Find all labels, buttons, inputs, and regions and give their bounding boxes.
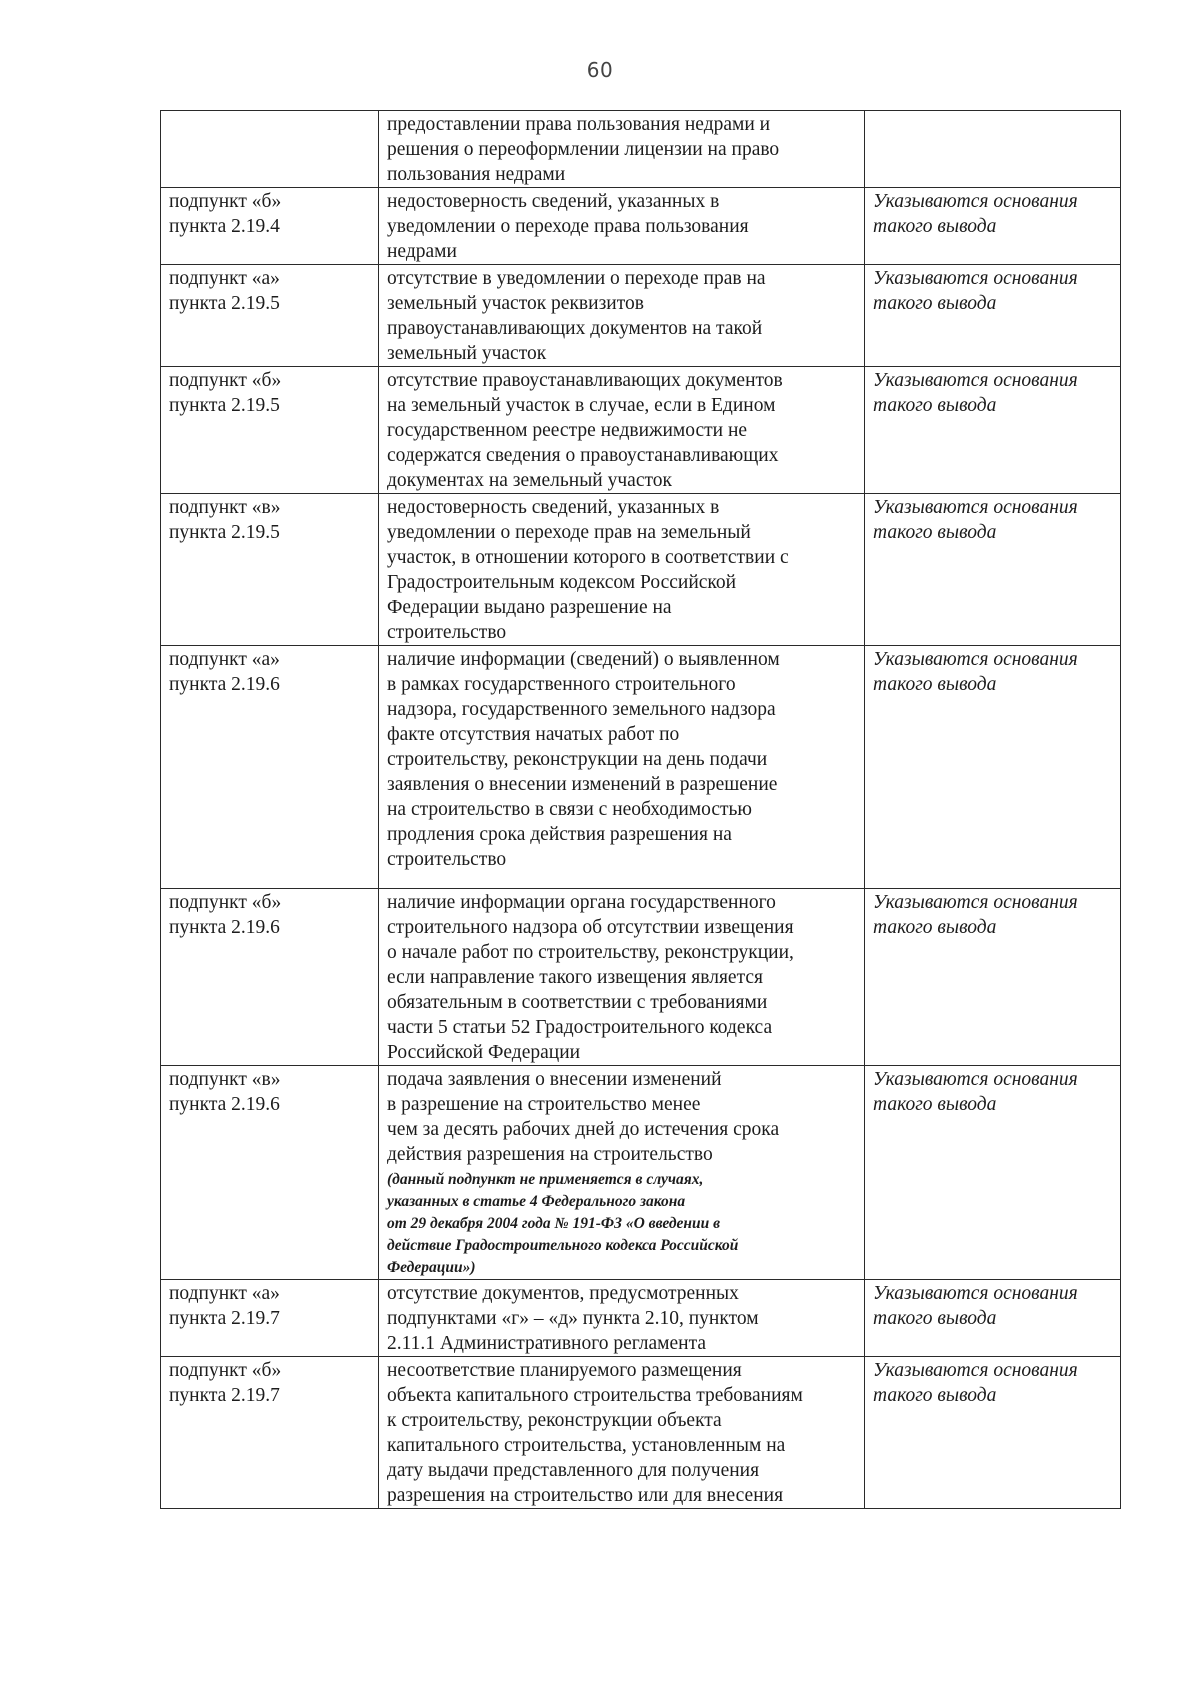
ref-line: подпункт «б» — [169, 370, 282, 391]
reason-line: продления срока действия разрешения на — [387, 824, 732, 845]
reason-cell — [379, 367, 865, 494]
basis-line: Указываются основания — [873, 649, 1078, 670]
table-row — [161, 188, 1121, 265]
note-line: (данный подпункт не применяется в случаях, — [387, 1171, 704, 1188]
basis-line: такого вывода — [873, 216, 997, 237]
reason-line: Градостроительным кодексом Российской — [387, 572, 737, 593]
reason-line: недрами — [387, 241, 457, 262]
basis-cell — [865, 494, 1121, 646]
reason-line: дату выдачи представленного для получения — [387, 1460, 760, 1481]
ref-line: подпункт «в» — [169, 1069, 281, 1090]
basis-cell — [865, 646, 1121, 889]
reason-line: подпунктами «г» – «д» пункта 2.10, пунктом — [387, 1308, 759, 1329]
table-row — [161, 367, 1121, 494]
table-row — [161, 111, 1121, 188]
reason-line: части 5 статьи 52 Градостроительного кодекса — [387, 1017, 773, 1038]
ref-line: пункта 2.19.6 — [169, 674, 280, 695]
grounds-table-body — [161, 111, 1121, 1509]
reason-line: земельный участок — [387, 343, 547, 364]
reason-line: в рамках государственного строительного — [387, 674, 736, 695]
ref-cell — [161, 1357, 379, 1509]
reason-line: документах на земельный участок — [387, 470, 672, 491]
reason-line: отсутствие в уведомлении о переходе прав на — [387, 268, 766, 289]
reason-line: подача заявления о внесении изменений — [387, 1069, 722, 1090]
basis-cell — [865, 265, 1121, 367]
basis-line: Указываются основания — [873, 892, 1078, 913]
reason-line: наличие информации (сведений) о выявленном — [387, 649, 780, 670]
reason-line: если направление такого извещения является — [387, 967, 763, 988]
ref-cell — [161, 188, 379, 265]
reason-line: правоустанавливающих документов на такой — [387, 318, 763, 339]
reason-line: содержатся сведения о правоустанавливающих — [387, 445, 779, 466]
exception-note — [387, 1169, 856, 1279]
reason-line: капитального строительства, установленным на — [387, 1435, 786, 1456]
ref-line: подпункт «а» — [169, 268, 280, 289]
basis-line: Указываются основания — [873, 497, 1078, 518]
reason-cell — [379, 1066, 865, 1280]
reason-line: недостоверность сведений, указанных в — [387, 497, 720, 518]
reason-line: наличие информации органа государственного — [387, 892, 776, 913]
reason-line: на земельный участок в случае, если в Едином — [387, 395, 776, 416]
table-row — [161, 265, 1121, 367]
reason-line: Российской Федерации — [387, 1042, 581, 1063]
basis-line: Указываются основания — [873, 1069, 1078, 1090]
note-line: указанных в статье 4 Федерального закона — [387, 1193, 686, 1210]
basis-line: Указываются основания — [873, 1360, 1078, 1381]
reason-line: земельный участок реквизитов — [387, 293, 644, 314]
reason-line: отсутствие документов, предусмотренных — [387, 1283, 739, 1304]
reason-line: строительство — [387, 622, 507, 643]
basis-cell — [865, 188, 1121, 265]
basis-line: такого вывода — [873, 1094, 997, 1115]
basis-cell — [865, 1280, 1121, 1357]
reason-line: несоответствие планируемого размещения — [387, 1360, 742, 1381]
ref-line: пункта 2.19.4 — [169, 216, 280, 237]
reason-line: Федерации выдано разрешение на — [387, 597, 672, 618]
ref-line: подпункт «а» — [169, 649, 280, 670]
table-row — [161, 646, 1121, 889]
reason-line: строительству, реконструкции на день подачи — [387, 749, 768, 770]
ref-cell — [161, 646, 379, 889]
reason-cell — [379, 889, 865, 1066]
basis-line: Указываются основания — [873, 1283, 1078, 1304]
table-row — [161, 1357, 1121, 1509]
reason-cell — [379, 111, 865, 188]
ref-cell — [161, 367, 379, 494]
ref-line: подпункт «б» — [169, 1360, 282, 1381]
table-row — [161, 889, 1121, 1066]
basis-cell — [865, 1066, 1121, 1280]
reason-line: пользования недрами — [387, 164, 566, 185]
basis-line: такого вывода — [873, 522, 997, 543]
ref-line: пункта 2.19.5 — [169, 293, 280, 314]
reason-line: действия разрешения на строительство — [387, 1144, 713, 1165]
reason-line: разрешения на строительство или для внесения — [387, 1485, 784, 1506]
reason-cell — [379, 494, 865, 646]
reason-line: недостоверность сведений, указанных в — [387, 191, 720, 212]
reason-line: предоставлении права пользования недрами и — [387, 114, 771, 135]
basis-line: Указываются основания — [873, 191, 1078, 212]
reason-line: к строительству, реконструкции объекта — [387, 1410, 722, 1431]
basis-line: такого вывода — [873, 395, 997, 416]
ref-line: пункта 2.19.6 — [169, 1094, 280, 1115]
basis-line: такого вывода — [873, 1308, 997, 1329]
basis-line: Указываются основания — [873, 370, 1078, 391]
ref-line: пункта 2.19.7 — [169, 1385, 280, 1406]
page-number: 60 — [586, 58, 614, 82]
basis-line: Указываются основания — [873, 268, 1078, 289]
reason-line: объекта капитального строительства требованиям — [387, 1385, 803, 1406]
reason-line: уведомлении о переходе права пользования — [387, 216, 749, 237]
ref-line: пункта 2.19.5 — [169, 395, 280, 416]
basis-line: такого вывода — [873, 293, 997, 314]
reason-line: обязательным в соответствии с требованиями — [387, 992, 768, 1013]
ref-cell — [161, 1066, 379, 1280]
table-row — [161, 1066, 1121, 1280]
table-row — [161, 1280, 1121, 1357]
note-line: действие Градостроительного кодекса Российской — [387, 1237, 739, 1254]
ref-line: подпункт «а» — [169, 1283, 280, 1304]
ref-line: пункта 2.19.7 — [169, 1308, 280, 1329]
reason-cell — [379, 1357, 865, 1509]
basis-cell — [865, 889, 1121, 1066]
reason-cell — [379, 188, 865, 265]
ref-line: пункта 2.19.5 — [169, 522, 280, 543]
reason-line: строительство — [387, 849, 507, 870]
basis-line: такого вывода — [873, 1385, 997, 1406]
reason-line: в разрешение на строительство менее — [387, 1094, 701, 1115]
reason-line: государственном реестре недвижимости не — [387, 420, 748, 441]
reason-cell — [379, 265, 865, 367]
reason-cell — [379, 646, 865, 889]
ref-cell — [161, 889, 379, 1066]
table-row — [161, 494, 1121, 646]
note-line: Федерации») — [387, 1259, 476, 1276]
grounds-table — [160, 110, 1121, 1509]
reason-line: уведомлении о переходе прав на земельный — [387, 522, 751, 543]
ref-line: пункта 2.19.6 — [169, 917, 280, 938]
ref-line: подпункт «б» — [169, 892, 282, 913]
reason-line: чем за десять рабочих дней до истечения срока — [387, 1119, 780, 1140]
reason-line: факте отсутствия начатых работ по — [387, 724, 680, 745]
reason-line: строительного надзора об отсутствии извещения — [387, 917, 794, 938]
reason-line: надзора, государственного земельного надзора — [387, 699, 776, 720]
reason-line: отсутствие правоустанавливающих документов — [387, 370, 783, 391]
reason-cell — [379, 1280, 865, 1357]
reason-line: на строительство в связи с необходимостью — [387, 799, 752, 820]
ref-line: подпункт «в» — [169, 497, 281, 518]
reason-line: 2.11.1 Административного регламента — [387, 1333, 706, 1354]
ref-cell — [161, 494, 379, 646]
ref-line: подпункт «б» — [169, 191, 282, 212]
basis-line: такого вывода — [873, 674, 997, 695]
basis-cell — [865, 1357, 1121, 1509]
ref-cell — [161, 265, 379, 367]
reason-line: о начале работ по строительству, реконструкции, — [387, 942, 794, 963]
basis-line: такого вывода — [873, 917, 997, 938]
note-line: от 29 декабря 2004 года № 191-ФЗ «О введении в — [387, 1215, 721, 1232]
basis-cell — [865, 367, 1121, 494]
reason-line: заявления о внесении изменений в разрешение — [387, 774, 778, 795]
basis-cell — [865, 111, 1121, 188]
reason-line: участок, в отношении которого в соответствии с — [387, 547, 789, 568]
ref-cell — [161, 111, 379, 188]
ref-cell — [161, 1280, 379, 1357]
reason-line: решения о переоформлении лицензии на право — [387, 139, 780, 160]
